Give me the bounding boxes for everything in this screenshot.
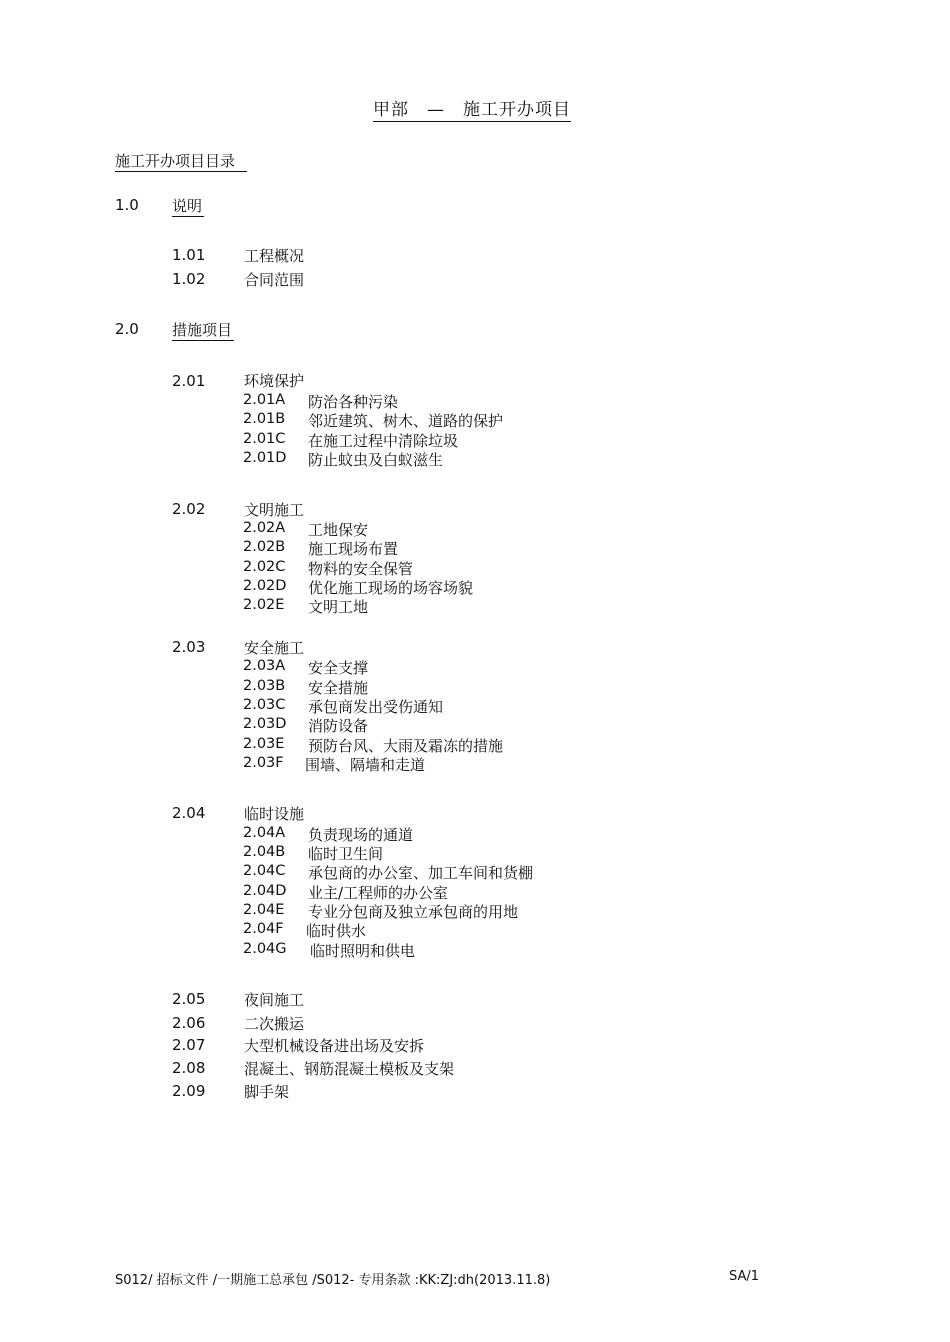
subitem-number: 2.01B xyxy=(243,411,286,427)
item-number: 2.05 xyxy=(172,990,206,1008)
item-label: 工程概况 xyxy=(244,247,305,265)
section-title: 说明 xyxy=(172,197,203,215)
subitem-label: 安全支撑 xyxy=(308,659,369,677)
toc-heading: 施工开办项目目录 xyxy=(115,150,247,172)
subitem-number: 2.01C xyxy=(243,431,286,447)
subitem-number: 2.03C xyxy=(243,697,286,713)
item-number: 2.04 xyxy=(172,804,206,822)
subitem-label: 在施工过程中清除垃圾 xyxy=(308,432,459,450)
section-number: 1.0 xyxy=(115,196,139,214)
subitem-number: 2.04D xyxy=(243,883,287,899)
subitem-number: 2.02D xyxy=(243,578,287,594)
item-label: 二次搬运 xyxy=(244,1015,305,1033)
subitem-label: 防治各种污染 xyxy=(308,393,399,411)
item-number: 2.08 xyxy=(172,1059,206,1077)
item-number: 1.01 xyxy=(172,246,206,264)
subitem-number: 2.03E xyxy=(243,736,285,752)
subitem-number: 2.02A xyxy=(243,520,286,536)
section-number: 2.0 xyxy=(115,320,139,338)
subitem-label: 工地保安 xyxy=(308,521,369,539)
subitem-label: 业主/工程师的办公室 xyxy=(308,884,449,902)
subitem-label: 安全措施 xyxy=(308,679,369,697)
subitem-number: 2.04C xyxy=(243,863,286,879)
subitem-label: 预防台风、大雨及霜冻的措施 xyxy=(308,737,504,755)
item-number: 2.02 xyxy=(172,500,206,518)
subitem-number: 2.03D xyxy=(243,716,287,732)
item-label: 夜间施工 xyxy=(244,991,305,1009)
item-number: 1.02 xyxy=(172,270,206,288)
footer-page-number: SA/1 xyxy=(729,1269,760,1284)
subitem-label: 施工现场布置 xyxy=(308,540,399,558)
item-label: 混凝土、钢筋混凝土模板及支架 xyxy=(244,1060,455,1078)
subitem-label: 邻近建筑、树木、道路的保护 xyxy=(308,412,504,430)
subitem-number: 2.01D xyxy=(243,450,287,466)
subitem-label: 临时照明和供电 xyxy=(310,942,416,960)
subitem-label: 物料的安全保管 xyxy=(308,560,414,578)
item-label: 临时设施 xyxy=(244,805,305,823)
page-title: 甲部 — 施工开办项目 xyxy=(373,95,571,122)
item-number: 2.03 xyxy=(172,638,206,656)
subitem-number: 2.03B xyxy=(243,678,286,694)
subitem-number: 2.03F xyxy=(243,755,284,771)
footer-reference: S012/ 招标文件 /一期施工总承包 /S012- 专用条款 :KK:ZJ:dh(2013.11.8) xyxy=(115,1273,551,1288)
subitem-label: 围墙、隔墙和走道 xyxy=(305,756,426,774)
subitem-label: 承包商发出受伤通知 xyxy=(308,698,444,716)
subitem-label: 临时卫生间 xyxy=(308,845,384,863)
item-number: 2.01 xyxy=(172,372,206,390)
subitem-number: 2.01A xyxy=(243,392,286,408)
subitem-number: 2.04E xyxy=(243,902,285,918)
subitem-number: 2.04F xyxy=(243,921,284,937)
item-label: 文明施工 xyxy=(244,501,305,519)
subitem-label: 文明工地 xyxy=(308,598,369,616)
subitem-number: 2.02B xyxy=(243,539,286,555)
subitem-label: 负责现场的通道 xyxy=(308,826,414,844)
subitem-label: 消防设备 xyxy=(308,717,369,735)
subitem-label: 承包商的办公室、加工车间和货棚 xyxy=(308,864,534,882)
subitem-number: 2.03A xyxy=(243,658,286,674)
subitem-label: 临时供水 xyxy=(306,922,367,940)
item-label: 大型机械设备进出场及安拆 xyxy=(244,1037,425,1055)
item-label: 安全施工 xyxy=(244,639,305,657)
item-number: 2.07 xyxy=(172,1036,206,1054)
subitem-number: 2.02E xyxy=(243,597,285,613)
subitem-label: 防止蚊虫及白蚁滋生 xyxy=(308,451,444,469)
subitem-number: 2.04B xyxy=(243,844,286,860)
item-label: 合同范围 xyxy=(244,271,305,289)
subitem-label: 专业分包商及独立承包商的用地 xyxy=(308,903,519,921)
item-label: 环境保护 xyxy=(244,372,305,390)
item-number: 2.06 xyxy=(172,1014,206,1032)
subitem-number: 2.04G xyxy=(243,941,287,957)
section-title: 措施项目 xyxy=(172,321,233,339)
subitem-label: 优化施工现场的场容场貌 xyxy=(308,579,474,597)
subitem-number: 2.04A xyxy=(243,825,286,841)
item-number: 2.09 xyxy=(172,1082,206,1100)
subitem-number: 2.02C xyxy=(243,559,286,575)
item-label: 脚手架 xyxy=(244,1083,290,1101)
